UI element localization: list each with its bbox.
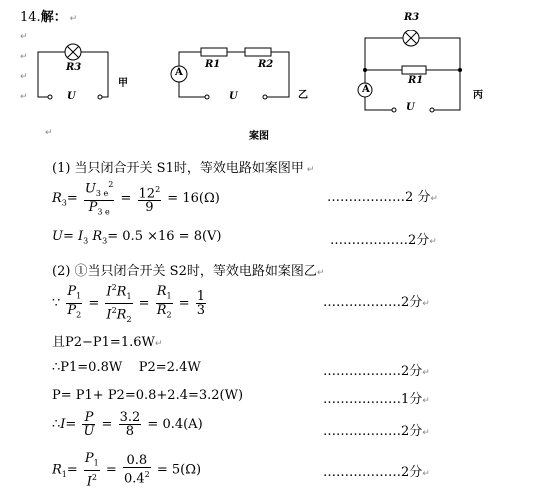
problem-number: 14.解： ↵ [20,10,78,25]
tag-yi: 乙 [298,90,308,101]
ammeter-bing: A [362,84,370,95]
label-r1-bing: R1 [408,75,424,86]
formula-ratio: ∵ $\frac{P_1}{P_2}$ = $\frac{I^2R_1}{I^2R_2}$ = $\frac{R_1}{R_2}$ = $\frac{1}{3}$ [52,283,206,324]
label-u-yi: U [229,91,238,102]
score-line6: ………………1分↵ [323,392,430,407]
return-mark: ↵ [45,128,53,138]
formula-r1: $R_1=$ $\frac{P_1}{I^2}$ = $\frac{0.8}{0.4^2}$ = 5(Ω) [52,451,202,489]
label-r2-yi: R2 [258,59,274,70]
formula-u: $U= I_3$ $R_3= 0.5 \times 16 = 8(V)$ [52,229,222,246]
score-line5: ………………2分↵ [323,364,430,379]
figure-caption: 案图 [249,131,269,142]
return-mark: ↵ [20,52,28,62]
score-line3: ………………2分↵ [323,295,430,310]
label-u-jia: U [67,91,76,102]
formula-r3: $R_3=$ $\frac{U_{3 e}^2}{P_{3 e}}$ = $\frac{12^2}{9}$ = 16(Ω) [52,180,220,217]
label-r1-yi: R1 [205,59,221,70]
label-r3-jia: R3 [66,62,82,73]
part1-statement: (1) 当只闭合开关 S1时，等效电路如案图甲 ↵ [52,161,315,176]
formula-total-power: P= P1+ P2=0.8+2.4=3.2(W) [52,388,244,403]
label-u-bing: U [406,102,415,113]
score-line7: ………………2分↵ [323,424,430,439]
formula-powers: ∴P1=0.8W P2=2.4W [52,360,201,375]
score-line1: ………………2 分↵ [327,190,438,205]
part2-statement: (2) ①当只闭合开关 S2时，等效电路如案图乙↵ [52,264,325,279]
score-line8: ………………2分↵ [323,465,430,480]
tag-bing: 丙 [473,90,483,101]
score-line2: ………………2分↵ [330,233,437,248]
return-mark: ↵ [20,72,28,82]
ammeter-yi: A [175,67,183,78]
tag-jia: 甲 [118,78,128,89]
formula-difference: 且P2−P1=1.6W↵ [52,335,163,350]
return-mark: ↵ [20,32,28,42]
formula-current: ∴I= $\frac{P}{U}$ = $\frac{3.2}{8}$ = 0.4(A) [52,410,203,439]
return-mark: ↵ [20,92,28,102]
label-r3-bing: R3 [404,12,420,23]
